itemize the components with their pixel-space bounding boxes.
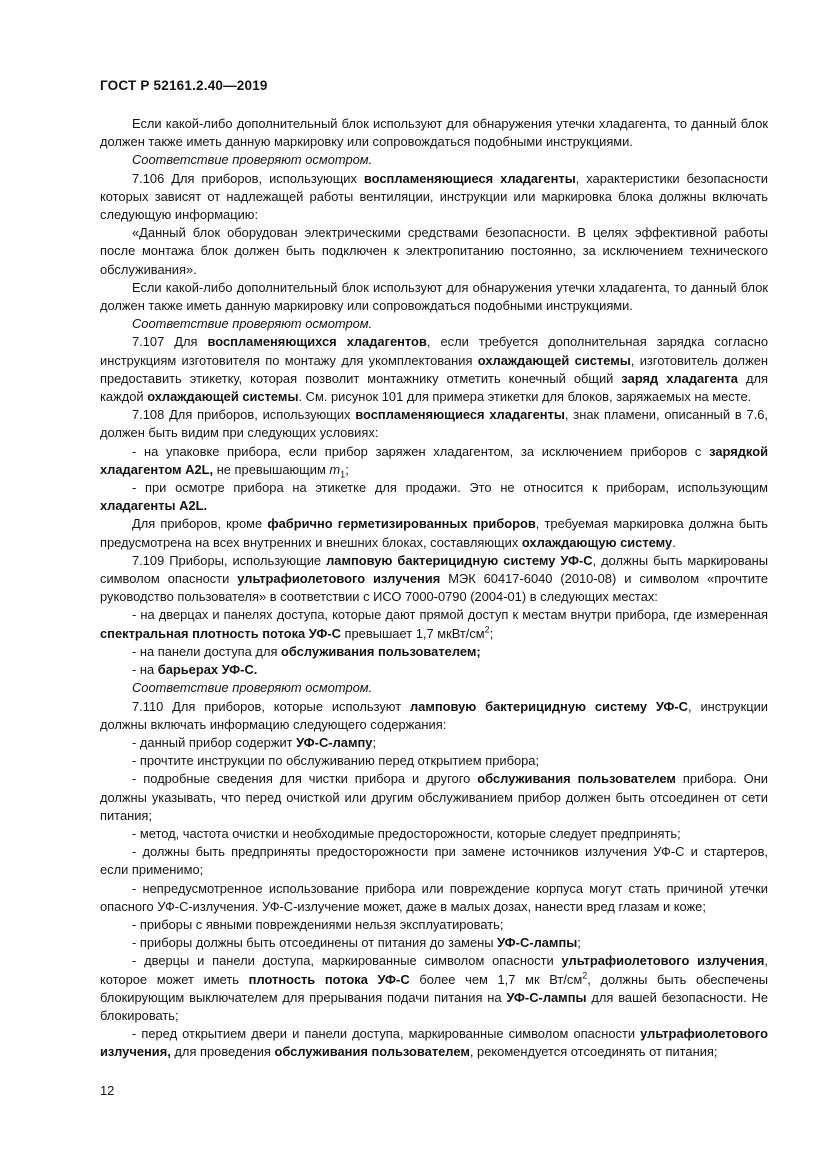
text-run: , знак пламени, описанный в 7.6, должен быть видим при следующих условиях: bbox=[100, 407, 768, 441]
paragraph-p6 bbox=[100, 315, 768, 333]
page-number: 12 bbox=[100, 1083, 115, 1098]
text-run: - непредусмотренное использование прибора или повреждение корпуса могут стать причиной утечки опасного УФ-С-излучения. УФ-С-излучение может, даже в малых дозах, нанести вред глазам и коже; bbox=[100, 880, 768, 914]
paragraph-p13 bbox=[100, 606, 768, 642]
text-run: - дверцы и панели доступа, маркированные символом опасности bbox=[132, 953, 562, 969]
text-run: , требуемая маркировка должна быть предусмотрена на всех внутренних и внешних блоках, составляющих bbox=[100, 516, 769, 550]
bold-term: воспламеняющиеся хладагенты bbox=[355, 407, 565, 423]
bold-term: барьерах УФ-С. bbox=[157, 662, 258, 678]
text-run: 7.106 Для приборов, использующих bbox=[132, 170, 364, 186]
text-run: m bbox=[329, 461, 341, 477]
paragraph-p11 bbox=[100, 515, 768, 551]
text-run: ; bbox=[489, 625, 494, 641]
bold-term: фабрично герметизированных приборов bbox=[267, 516, 536, 532]
text-run: прибора. Они должны указывать, что перед очисткой или другим обслуживанием прибор должен быть отсоединен от сети питания; bbox=[100, 771, 768, 823]
bold-term: ультрафиолетового излучения bbox=[561, 953, 765, 969]
bold-term: ультрафиолетового излучения bbox=[237, 571, 441, 587]
bold-term: плотность потока УФ-С bbox=[248, 971, 410, 987]
bold-term: обслуживания пользователем bbox=[274, 1044, 470, 1060]
paragraph-p22 bbox=[100, 843, 768, 879]
text-run: - при осмотре прибора на этикетке для продажи. Это не относится к приборам, использующим bbox=[132, 480, 768, 496]
text-run: - прочтите инструкции по обслуживанию перед открытием прибора; bbox=[132, 753, 540, 769]
text-run: . bbox=[672, 534, 676, 550]
text-run: - должны быть предприняты предосторожности при замене источников излучения УФ-С и стартеров, если применимо; bbox=[100, 844, 768, 878]
text-run: 7.109 Приборы, использующие bbox=[132, 552, 327, 568]
text-run: «Данный блок оборудован электрическими средствами безопасности. В целях эффективной работы после монтажа блок должен быть подключен к электропитанию постоянно, за исключением технического обслуживания». bbox=[100, 225, 768, 277]
bold-term: УФ-С-лампу bbox=[296, 734, 373, 750]
paragraph-p21 bbox=[100, 825, 768, 843]
bold-term: охлаждающую систему bbox=[521, 534, 673, 550]
bold-term: ламповую бактерицидную систему УФ-С bbox=[326, 552, 593, 568]
text-run: - подробные сведения для чистки прибора и другого bbox=[132, 771, 478, 787]
paragraph-p5 bbox=[100, 279, 768, 315]
text-run: 7.107 Для bbox=[132, 334, 208, 350]
text-run: для вашей безопасности. Не блокировать; bbox=[100, 989, 768, 1023]
text-run: . См. рисунок 101 для примера этикетки для блоков, заряжаемых на месте. bbox=[298, 389, 752, 405]
text-run: - приборы с явными повреждениями нельзя эксплуатировать; bbox=[132, 916, 504, 932]
text-run: , изготовитель должен предоставить этикетку, которая позволит монтажнику отметить конечный общий bbox=[100, 352, 768, 386]
text-run: , инструкции должны включать информацию следующего содержания: bbox=[100, 698, 769, 732]
text-run: 7.108 Для приборов, использующих bbox=[132, 407, 356, 423]
text-run: ; bbox=[577, 935, 581, 951]
paragraph-p26 bbox=[100, 952, 768, 1025]
bold-term: зарядкой хладагентом A2L, bbox=[100, 443, 768, 477]
text-run: МЭК 60417-6040 (2010-08) и символом «прочтите руководство пользователя» в соответствии с ИСО 7000-0790 (2004-01) в следующих местах: bbox=[100, 571, 768, 605]
paragraph-p17 bbox=[100, 698, 768, 734]
text-run: , которое может иметь bbox=[100, 953, 768, 987]
text-run: 1 bbox=[340, 469, 346, 480]
paragraph-p14 bbox=[100, 643, 768, 661]
bold-term: воспламеняющиеся хладагенты bbox=[363, 170, 576, 186]
paragraph-p24 bbox=[100, 916, 768, 934]
text-run: - метод, частота очистки и необходимые предосторожности, которые следует предпринять; bbox=[132, 825, 681, 841]
paragraph-p8 bbox=[100, 406, 768, 442]
text-run: - приборы должны быть отсоединены от питания до замены bbox=[132, 935, 498, 951]
text-run: , если требуется дополнительная зарядка согласно инструкциям изготовителя по монтажу для укомплектования bbox=[100, 334, 769, 368]
text-run: - на панели доступа для bbox=[132, 643, 282, 659]
text-run: 2 bbox=[582, 970, 588, 981]
bold-term: охлаждающей системы bbox=[147, 389, 299, 405]
text-run: - данный прибор содержит bbox=[132, 734, 297, 750]
text-run: Соответствие проверяют осмотром. bbox=[132, 680, 373, 696]
paragraph-p27 bbox=[100, 1025, 768, 1061]
paragraph-p4 bbox=[100, 224, 768, 279]
bold-term: хладагенты A2L. bbox=[100, 498, 208, 514]
paragraph-p25 bbox=[100, 934, 768, 952]
text-run: - на bbox=[132, 662, 158, 678]
bold-term: воспламеняющихся хладагентов bbox=[207, 334, 427, 350]
bold-term: обслуживания пользователем bbox=[477, 771, 676, 787]
paragraph-p2 bbox=[100, 151, 768, 169]
text-run: Если какой-либо дополнительный блок используют для обнаружения утечки хладагента, то данный блок должен также иметь данную маркировку или сопровождаться подобными инструкциями. bbox=[100, 279, 768, 314]
paragraph-p20 bbox=[100, 770, 768, 825]
paragraph-p12 bbox=[100, 552, 768, 607]
text-run: превышает 1,7 мкВт/см bbox=[340, 625, 485, 641]
bold-term: охлаждающей системы bbox=[477, 352, 631, 368]
text-run: более чем 1,7 мк Вт/см bbox=[409, 971, 583, 987]
document-header: ГОСТ Р 52161.2.40—2019 bbox=[100, 78, 268, 93]
bold-term: спектральная плотность потока УФ-С bbox=[100, 625, 341, 641]
text-run: не превышающим bbox=[213, 461, 330, 477]
text-run: ; bbox=[372, 734, 377, 750]
bold-term: УФ-С-лампы bbox=[497, 935, 578, 951]
paragraph-p15 bbox=[100, 661, 768, 679]
text-run: , рекомендуется отсоединять от питания; bbox=[469, 1044, 718, 1060]
text-run: - перед открытием двери и панели доступа, маркированные символом опасности bbox=[132, 1026, 641, 1042]
text-run: для каждой bbox=[100, 370, 769, 405]
text-run: 2 bbox=[484, 624, 490, 635]
paragraph-p19 bbox=[100, 752, 768, 770]
text-run: - на упаковке прибора, если прибор заряжен хладагентом, за исключением приборов с bbox=[132, 443, 710, 459]
text-run: Соответствие проверяют осмотром. bbox=[132, 316, 373, 332]
bold-term: ламповую бактерицидную систему УФ-С bbox=[409, 698, 688, 714]
text-run: , должны быть маркированы символом опасности bbox=[100, 552, 769, 587]
paragraph-p7 bbox=[100, 333, 768, 406]
bold-term: УФ-С-лампы bbox=[506, 989, 587, 1005]
text-run: Для приборов, кроме bbox=[132, 516, 268, 532]
bold-term: заряд хладагента bbox=[621, 370, 738, 386]
paragraph-p3 bbox=[100, 170, 768, 225]
document-body bbox=[100, 115, 768, 1062]
paragraph-p23 bbox=[100, 880, 768, 916]
text-run: для проведения bbox=[170, 1044, 275, 1060]
text-run: Соответствие проверяют осмотром. bbox=[132, 152, 373, 168]
bold-term: обслуживания пользователем; bbox=[281, 643, 481, 659]
text-run: ; bbox=[345, 461, 349, 477]
text-run: , должны быть обеспечены блокирующим выключателем для прерывания подачи питания на bbox=[100, 971, 768, 1005]
paragraph-p10 bbox=[100, 479, 768, 515]
paragraph-p18 bbox=[100, 734, 768, 752]
bold-term: ультрафиолетового излучения, bbox=[100, 1026, 768, 1060]
paragraph-p1 bbox=[100, 115, 768, 151]
text-run: Если какой-либо дополнительный блок используют для обнаружения утечки хладагента, то данный блок должен также иметь данную маркировку или сопровождаться подобными инструкциями. bbox=[100, 116, 768, 150]
text-run: , характеристики безопасности которых зависят от надлежащей работы вентиляции, инструкции или маркировка блока должны включать следующую информацию: bbox=[100, 170, 768, 223]
text-run: - на дверцах и панелях доступа, которые дают прямой доступ к местам внутри прибора, где измеренная bbox=[132, 607, 768, 623]
text-run: 7.110 Для приборов, которые используют bbox=[132, 698, 410, 714]
paragraph-p16 bbox=[100, 679, 768, 697]
paragraph-p9 bbox=[100, 443, 768, 479]
